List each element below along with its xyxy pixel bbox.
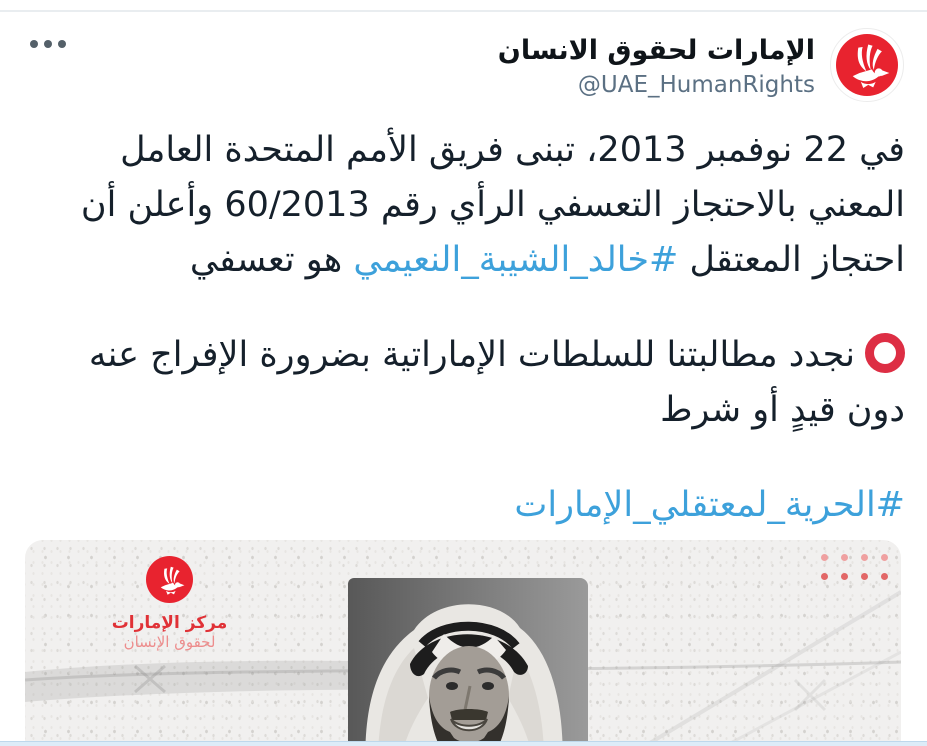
red-dot	[881, 554, 888, 561]
red-dot	[821, 554, 828, 561]
tweet-text-segment: هو تعسفي	[189, 240, 343, 280]
red-hollow-circle-emoji	[865, 333, 905, 373]
tweet-text-segment: نجدد مطالبتنا للسلطات الإماراتية بضرورة الإفراج عنه دون قيدٍ أو شرط	[88, 335, 905, 430]
tweet-media-image[interactable]	[25, 540, 901, 746]
red-dot-grid-decoration	[821, 554, 888, 580]
red-dot	[841, 554, 848, 561]
tweet-text-segment: في 22 نوفمبر 2013، تبنى فريق الأمم المتحدة العامل المعني بالاحتجاز التعسفي الرأي رقم 60/2013 وأعلن أن احتجاز المعتقل	[80, 130, 905, 280]
author-handle[interactable]: @UAE_HumanRights	[577, 72, 815, 98]
org-logo-block	[97, 556, 242, 651]
tweet-paragraph-1	[22, 123, 905, 288]
red-dot	[861, 554, 868, 561]
tweet-top-divider	[0, 10, 927, 12]
ellipsis-icon	[30, 40, 38, 48]
bottom-crop-divider	[0, 741, 927, 746]
profile-avatar[interactable]	[830, 28, 904, 102]
org-logo-subtitle: لحقوق الإنسان	[123, 633, 216, 651]
ellipsis-icon	[44, 40, 52, 48]
dove-hand-logo-icon	[836, 34, 898, 96]
red-dot	[861, 573, 868, 580]
ellipsis-icon	[58, 40, 66, 48]
tweet-text	[22, 123, 905, 573]
detainee-portrait-photo	[348, 578, 588, 746]
red-dot	[841, 573, 848, 580]
org-logo-title: مركز الإمارات	[111, 613, 228, 633]
hashtag-link-khaled[interactable]: #خالد_الشيبة_النعيمي	[353, 240, 679, 280]
hashtag-link-freedom[interactable]: #الحرية_لمعتقلي_الإمارات	[514, 485, 905, 525]
dove-hand-logo-icon	[146, 556, 193, 603]
more-options-button[interactable]	[26, 36, 70, 52]
red-dot	[881, 573, 888, 580]
author-display-name[interactable]: الإمارات لحقوق الانسان	[497, 35, 815, 66]
tweet-paragraph-3	[22, 478, 905, 533]
author-block	[498, 33, 815, 101]
red-dot	[821, 573, 828, 580]
tweet-paragraph-2	[22, 328, 905, 438]
